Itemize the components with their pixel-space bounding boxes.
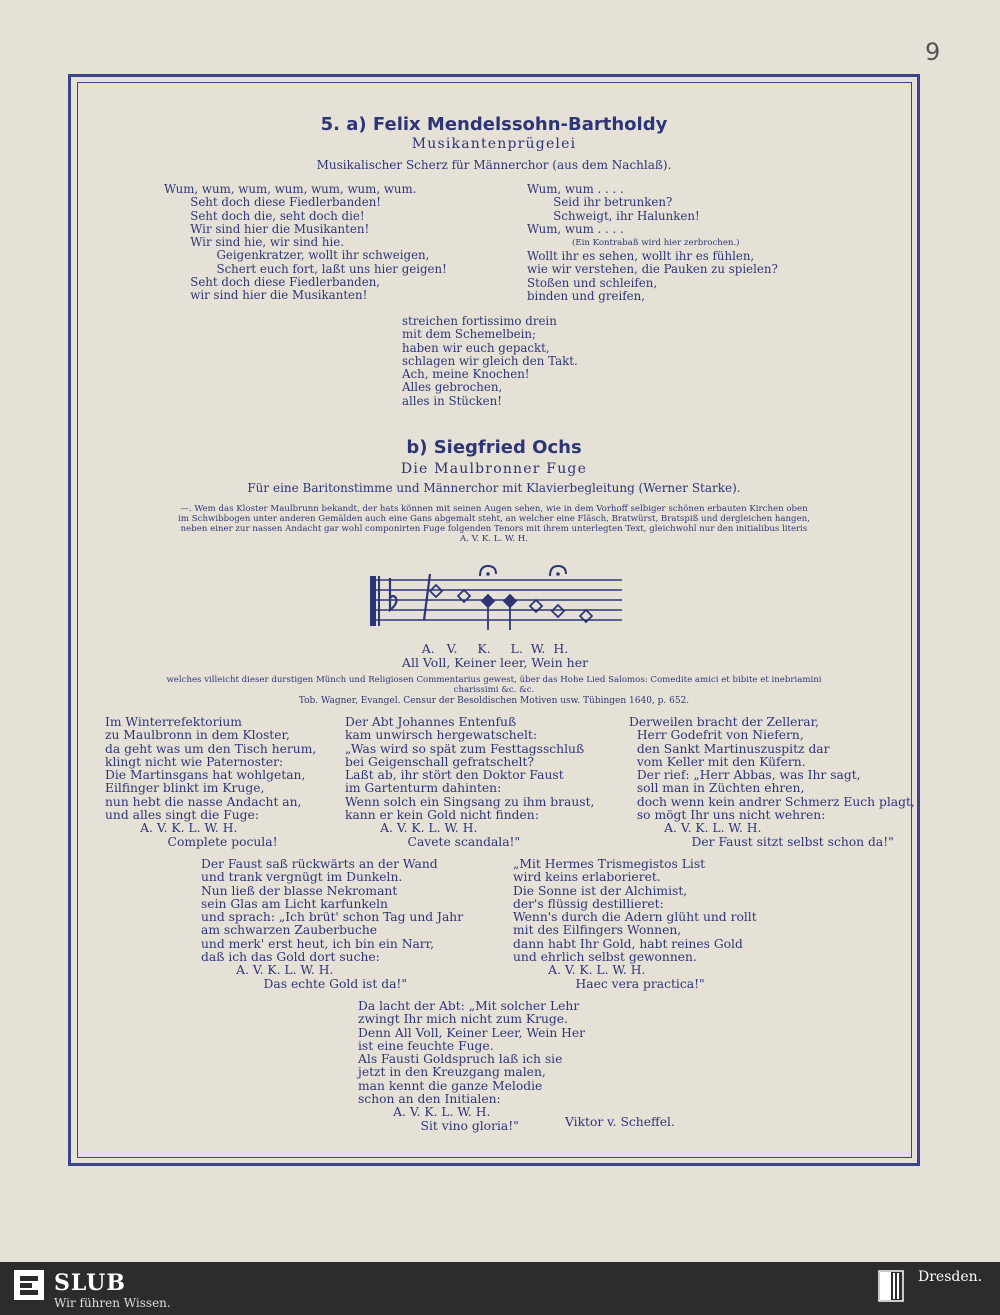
music-notation: [360, 558, 630, 638]
note-icon: [482, 595, 494, 607]
note-icon: [504, 595, 516, 607]
notation-letters: A. V. K. L. W. H.: [421, 641, 569, 656]
notation-text: All Voll, Keiner leer, Wein her: [401, 655, 589, 670]
stanza-5: „Mit Hermes Trismegistos List wird keins erlaborieret. Die Sonne ist der Alchimist, der's flüssig destillieret: Wenn's durch die Adern glüht und rollt mit des Eilfingers Wonnen, dann habt Ihr Gold, habt reines Gold und ehrlich selbst gewonnen. A. V. K. L. W. H. Haec vera practica!": [513, 857, 757, 991]
part-b-intro: [110, 504, 878, 544]
part-b-title: Die Maulbronner Fuge: [400, 461, 588, 477]
part-b-heading: b) Siegfried Ochs: [406, 437, 582, 458]
intro-line: neben einer zur nassen Andacht gar wohl componirten Fuge folgenden Tenors mit ihrem unterlegten Text, gleichwohl nur den initialibus literis: [180, 524, 808, 534]
author: Viktor v. Scheffel.: [565, 1115, 675, 1129]
intro-line: A. V. K. L. W. H.: [460, 534, 528, 544]
part-a-right-column-2: Wollt ihr es sehen, wollt ihr es fühlen, wie wir verstehen, die Pauken zu spielen? Stoßen und schleifen, binden und greifen,: [527, 249, 778, 303]
clef-icon: [370, 576, 376, 626]
slub-logo-icon: [14, 1270, 44, 1300]
note-icon: [430, 585, 442, 597]
part-a-heading: 5. a) Felix Mendelssohn-Bartholdy: [320, 114, 668, 135]
note-icon: [552, 605, 564, 617]
part-b-description: Für eine Baritonstimme und Männerchor mit Klavierbegleitung (Werner Starke).: [247, 481, 741, 495]
slub-brand[interactable]: SLUB: [54, 1270, 126, 1296]
intro-line: —. Wem das Kloster Maulbrunn bekandt, der hats können mit seinen Augen sehen, wie in dem Vorhoff selbiger schönen erbauten Kirchen oben: [180, 504, 808, 514]
stanza-1: Im Winterrefektorium zu Maulbronn in dem Kloster, da geht was um den Tisch herum, klingt nicht wie Paternoster: Die Martinsgans hat wohlgetan, Eilfinger blinkt im Kruge, nun hebt die nasse Andacht an, und alles singt die Fuge: A. V. K. L. W. H. Complete pocula!: [105, 715, 317, 849]
dresden-coat-of-arms-icon: [878, 1270, 904, 1302]
stanza-4: Der Faust saß rückwärts an der Wand und trank vergnügt im Dunkeln. Nun ließ der blasse Nekromant sein Glas am Licht karfunkeln und sprach: „Ich brüt' schon Tag und Jahr am schwarzen Zauberbuche und merk' erst heut, ich bin ein Narr, daß ich das Gold dort suche: A. V. K. L. W. H. Das echte Gold ist da!": [201, 857, 464, 991]
slub-tagline: Wir führen Wissen.: [54, 1296, 171, 1310]
part-b-commentary: [110, 675, 878, 695]
part-a-right-column-1: Wum, wum . . . . Seid ihr betrunken? Schweigt, ihr Halunken! Wum, wum . . . .: [527, 182, 700, 236]
part-a-right-note: (Ein Kontrabaß wird hier zerbrochen.): [572, 238, 740, 248]
stanza-2: Der Abt Johannes Entenfuß kam unwirsch hergewatschelt: „Was wird so spät zum Festtagsschluß bei Geigenschall gefratschelt? Laßt ab, ihr stört den Doktor Faust im Gartenturm dahinten: Wenn solch ein Singsang zu ihm braust, kann er kein Gold nicht finden: A. V. K. L. W. H. Cavete scandala!": [345, 715, 595, 849]
page-number: 9: [925, 38, 941, 66]
part-b-source: Tob. Wagner, Evangel. Censur der Besoldischen Motiven usw. Tübingen 1640, p. 652.: [298, 696, 690, 706]
stanza-6: Da lacht der Abt: „Mit solcher Lehr zwingt Ihr mich nicht zum Kruge. Denn All Voll, Keiner Leer, Wein Her ist eine feuchte Fuge. Als Fausti Goldspruch laß ich sie jetzt in den Kreuzgang malen, man kennt die ganze Melodie schon an den Initialen: A. V. K. L. W. H. Sit vino gloria!": [358, 999, 586, 1133]
part-a-center-column: streichen fortissimo drein mit dem Schemelbein; haben wir euch gepackt, schlagen wir gleich den Takt. Ach, meine Knochen! Alles gebrochen, alles in Stücken!: [402, 314, 578, 408]
flat-icon: [390, 578, 396, 610]
part-a-description: Musikalischer Scherz für Männerchor (aus dem Nachlaß).: [316, 158, 672, 172]
commentary-line: welches villeicht dieser durstigen Münch und Religiosen Commentarius gewest, über das Hohe Lied Salomos: Comedite amici et bibite et inebriamini: [166, 675, 822, 685]
stanza-3: Derweilen bracht der Zellerar, Herr Godefrit von Niefern, den Sankt Martinuszuspitz dar vom Keller mit den Küfern. Der rief: „Herr Abbas, was Ihr sagt, soll man in Züchten ehren, doch wenn kein andrer Schmerz Euch plagt, so mögt Ihr uns nicht wehren: A. V. K. L. W. H. Der Faust sitzt selbst schon da!": [629, 715, 915, 849]
commentary-line: charissimi &c. &c.: [453, 685, 535, 695]
dresden-logo-text[interactable]: [918, 1270, 982, 1284]
dresden-text: Dresden.: [918, 1269, 983, 1285]
intro-line: im Schwibbogen unter anderen Gemälden auch eine Gans abgemalt steht, an welcher eine Fläsch, Bratwürst, Bratspiß und dergleichen hangen,: [178, 514, 810, 524]
part-a-left-column: Wum, wum, wum, wum, wum, wum, wum. Seht doch diese Fiedlerbanden! Seht doch die, seht doch die! Wir sind hier die Musikanten! Wir sind hie, wir sind hie. Geigenkratzer, wollt ihr schweigen, Schert euch fort, laßt uns hier geigen! Seht doch diese Fiedlerbanden, wir sind hier die Musikanten!: [164, 182, 447, 303]
part-a-title: Musikantenprügelei: [411, 136, 577, 152]
